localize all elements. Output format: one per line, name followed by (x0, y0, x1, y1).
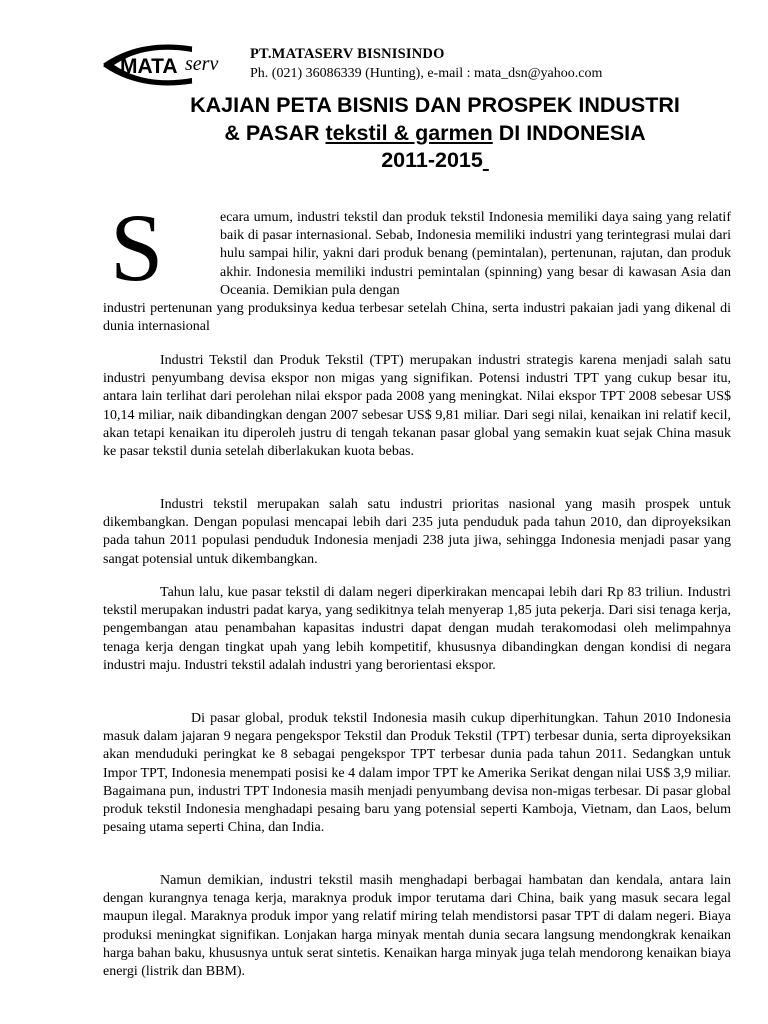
paragraph-5: Namun demikian, industri tekstil masih menghadapi berbagai hambatan dan kendala, antara lain dengan kurangnya tenaga kerja, maraknya produk impor terutama dari China, baik yang masuk secara legal maupun ilegal. Maraknya produk impor yang relatif miring telah mendistorsi pasar TPT di dalam negeri. Biaya produksi meningkat signifikan. Lonjakan harga minyak mentah dunia secara langsung mendongkrak kenaikan harga bahan baku, khususnya untuk serat sintetis. Kenaikan harga minyak juga telah mendorong kenaikan biaya energi (listrik dan BBM). (103, 873, 731, 980)
drop-cap: S (110, 194, 164, 301)
logo-eye-icon (100, 40, 260, 90)
mataserv-logo (100, 40, 260, 90)
intro-text: ecara umum, industri tekstil dan produk tekstil Indonesia memiliki daya saing yang relatif baik di pasar internasional. Sebab, Indonesia memiliki industri yang terintegrasi mulai dari hulu sampai hilir, yakni dari produk benang (pemintalan), pertenunan, rajutan, dan produk akhir. Indonesia memiliki industri pemintalan (spinning) yang besar di kawasan Asia dan Oceania. Demikian pula dengan (220, 210, 731, 298)
title-line-1: KAJIAN PETA BISNIS DAN PROSPEK INDUSTRI (190, 93, 680, 117)
title-line-2-underlined: tekstil & garmen (325, 120, 493, 145)
title-underscore (483, 148, 489, 172)
title-line-2-post: DI INDONESIA (492, 120, 646, 145)
title-year: 2011-2015 (381, 148, 483, 172)
paragraph-4: Di pasar global, produk tekstil Indonesia masih cukup diperhitungkan. Tahun 2010 Indonesia masuk dalam jajaran 9 negara pengekspor Tekstil dan Produk Tekstil (TPT) terbesar dunia, serta diproyeksikan akan menduduki peringkat ke 8 sebagai pengekspor TPT terbesar dunia pada tahun 2011. Sedangkan untuk Impor TPT, Indonesia menempati posisi ke 4 dalam impor TPT ke Amerika Serikat dengan nilai US$ 3,9 miliar. Bagaimana pun, industri TPT Indonesia masih menjadi penyumbang devisa non-migas terbesar. Di pasar global produk tekstil Indonesia menghadapi pesaing baru yang potensial seperti Kamboja, Vietnam, dan Laos, belum pesaing utama seperti China, dan India. (103, 711, 731, 836)
paragraph-1: Industri Tekstil dan Produk Tekstil (TPT) merupakan industri strategis karena menjadi salah satu industri penyumbang devisa ekspor non migas yang signifikan. Potensi industri TPT yang cukup besar itu, antara lain terlihat dari perolehan nilai ekspor pada 2008 yang meningkat. Nilai ekspor TPT 2008 sebesar US$ 10,14 miliar, naik dibandingkan dengan 2007 sebesar US$ 9,81 miliar. Dari segi nilai, kenaikan ini relatif kecil, akan tetapi kenaikan itu diperoleh justru di tengah tekanan pasar global yang semakin kuat sejak China masuk ke pasar tekstil dunia setelah diberlakukan kuota bebas. (103, 353, 731, 460)
paragraph-2: Industri tekstil merupakan salah satu industri prioritas nasional yang masih prospek untuk dikembangkan. Dengan populasi mencapai lebih dari 235 juta penduduk pada tahun 2010, dan diproyeksikan pada tahun 2011 populasi penduduk Indonesia menjadi 238 juta jiwa, sehingga Indonesia menjadi pasar yang sangat potensial untuk dikembangkan. (103, 497, 731, 567)
document-title (110, 92, 760, 175)
title-line-2 (110, 120, 760, 148)
title-line-3 (110, 147, 760, 175)
company-contact: Ph. (021) 36086339 (Hunting), e-mail : mata_dsn@yahoo.com (250, 66, 603, 81)
logo-text-italic: serv (185, 53, 219, 75)
logo-text-bold: MATA (120, 55, 178, 78)
intro-text-continued: industri pertenunan yang produksinya kedua terbesar setelah China, serta industri pakaian jadi yang dikenal di dunia internasional (103, 301, 731, 335)
paragraph-3: Tahun lalu, kue pasar tekstil di dalam negeri diperkirakan mencapai lebih dari Rp 83 triliun. Industri tekstil merupakan industri padat karya, yang sedikitnya telah menyerap 1,85 juta pekerja. Dari sisi tenaga kerja, pengembangan atau penambahan kapasitas industri dapat dengan mudah terakomodasi oleh melimpahnya tenaga kerja dengan tingkat upah yang lebih kompetitif, khususnya dibandingkan dengan kondisi di negara industri maju. Industri tekstil adalah industri yang berorientasi ekspor. (103, 585, 731, 673)
company-info (250, 44, 602, 84)
title-line-2-pre: & PASAR (224, 120, 326, 145)
company-name: PT.MATASERV BISNISINDO (250, 46, 445, 62)
